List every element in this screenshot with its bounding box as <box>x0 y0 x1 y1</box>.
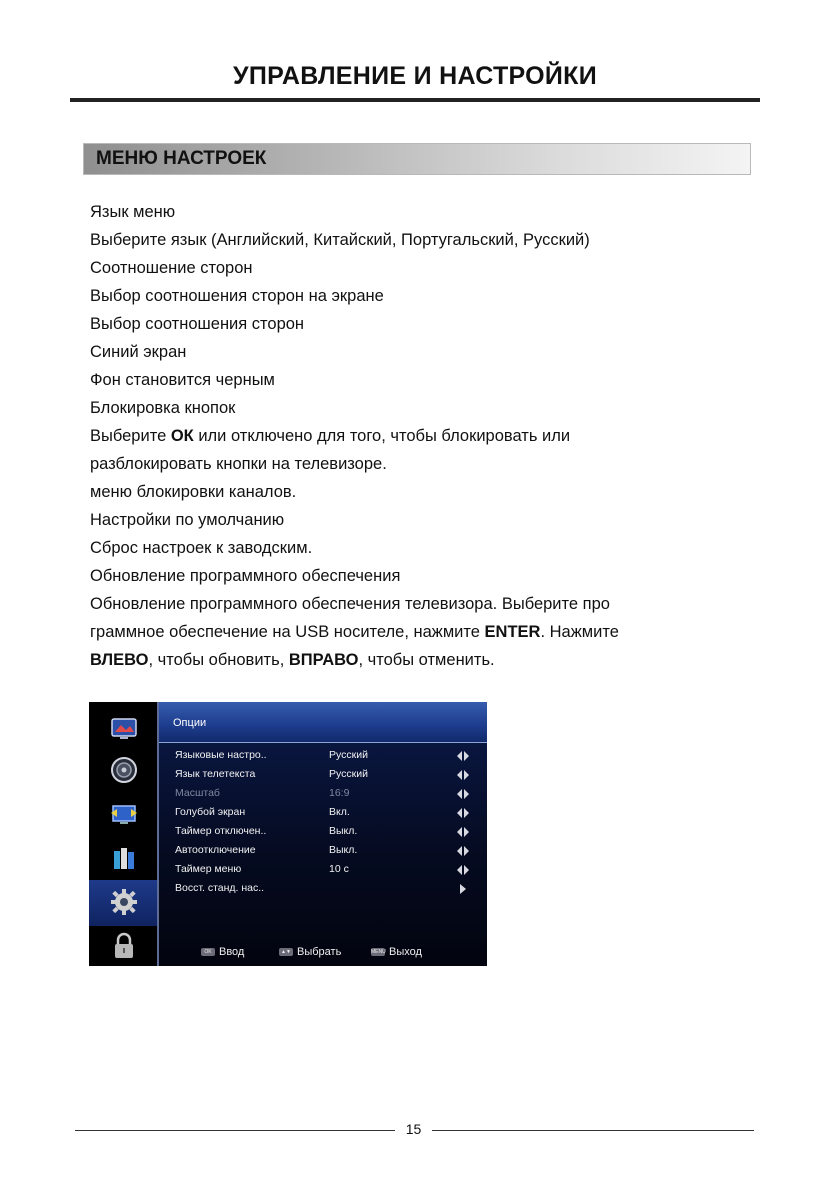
body-line <box>90 646 770 674</box>
body-line: Выбор соотношения сторон <box>90 315 305 333</box>
body-line: разблокировать кнопки на телевизоре. <box>90 455 387 473</box>
body-emphasis: ОК <box>170 427 194 445</box>
sound-icon <box>109 755 139 785</box>
osd-row-label: Масштаб <box>175 787 220 799</box>
footer-divider-left <box>75 1130 395 1131</box>
osd-row-value: Выкл. <box>329 844 358 856</box>
osd-row-auto-off[interactable] <box>159 841 487 860</box>
tv-osd-screenshot <box>89 702 487 966</box>
menu-key-icon: MENU <box>371 949 386 956</box>
body-line: Выбор соотношения сторон на экране <box>90 287 384 305</box>
body-line: Сброс настроек к заводским. <box>90 539 313 557</box>
body-line: Соотношение сторон <box>90 259 253 277</box>
osd-row-label: Автоотключение <box>175 844 256 856</box>
osd-row-value: Вкл. <box>329 806 350 818</box>
osd-sidebar-item-feature[interactable] <box>89 836 157 882</box>
channel-icon <box>109 799 139 829</box>
osd-footer-label: Ввод <box>219 946 245 958</box>
left-right-arrows-icon <box>457 845 469 857</box>
body-line: Синий экран <box>90 343 187 361</box>
left-right-arrows-icon <box>457 750 469 762</box>
osd-row-teletext-language[interactable] <box>159 765 487 784</box>
body-text-segment: или отключено для того, чтобы блокировать или <box>193 427 571 445</box>
osd-sidebar-item-sound[interactable] <box>89 748 157 794</box>
osd-row-label: Таймер отключен.. <box>175 825 267 837</box>
osd-footer-label: Выход <box>389 946 422 958</box>
osd-footer-exit-hint <box>371 946 422 958</box>
body-text-segment: , чтобы обновить, <box>148 651 289 669</box>
body-line: Выберите язык (Английский, Китайский, Португальский, Русский) <box>90 231 590 249</box>
title-divider <box>70 98 760 102</box>
left-right-arrows-icon <box>457 826 469 838</box>
body-line <box>90 422 770 450</box>
lock-icon <box>109 931 139 961</box>
osd-row-scale[interactable] <box>159 784 487 803</box>
osd-row-label: Таймер меню <box>175 863 242 875</box>
page-number: 15 <box>405 1121 422 1137</box>
up-down-key-icon: ▲▼ <box>279 948 293 956</box>
osd-row-blue-screen[interactable] <box>159 803 487 822</box>
osd-footer <box>159 942 487 962</box>
body-emphasis: ENTER <box>484 623 541 641</box>
osd-row-value: Выкл. <box>329 825 358 837</box>
feature-icon <box>109 843 139 873</box>
osd-sidebar <box>89 702 159 966</box>
body-line: Обновление программного обеспечения <box>90 567 401 585</box>
osd-options-panel <box>159 702 487 966</box>
osd-row-value: 16:9 <box>329 787 350 799</box>
osd-row-label: Языковые настро.. <box>175 749 267 761</box>
body-line <box>90 618 770 646</box>
left-right-arrows-icon <box>457 864 469 876</box>
body-line: Настройки по умолчанию <box>90 511 285 529</box>
body-line: меню блокировки каналов. <box>90 483 297 501</box>
left-right-arrows-icon <box>457 788 469 800</box>
section-title: МЕНЮ НАСТРОЕК <box>96 148 267 169</box>
section-header <box>83 143 751 175</box>
osd-row-value: 10 с <box>329 863 349 875</box>
osd-sidebar-item-channel[interactable] <box>89 792 157 838</box>
left-right-arrows-icon <box>457 807 469 819</box>
body-line: Блокировка кнопок <box>90 399 236 417</box>
body-line: Фон становится черным <box>90 371 275 389</box>
osd-row-menu-timer[interactable] <box>159 860 487 879</box>
osd-sidebar-item-picture[interactable] <box>89 706 157 752</box>
osd-sidebar-item-options[interactable] <box>89 880 157 926</box>
ok-key-icon: OK <box>201 948 215 956</box>
body-text-segment: . Нажмите <box>540 623 619 641</box>
osd-row-value: Русский <box>329 768 368 780</box>
osd-row-value: Русский <box>329 749 368 761</box>
left-right-arrows-icon <box>457 769 469 781</box>
body-text-segment: граммное обеспечение на USB носителе, нажмите <box>90 623 485 641</box>
osd-footer-label: Выбрать <box>297 946 342 958</box>
osd-row-sleep-timer[interactable] <box>159 822 487 841</box>
osd-footer-select-hint <box>279 946 341 958</box>
body-text-segment: , чтобы отменить. <box>358 651 495 669</box>
osd-row-label: Голубой экран <box>175 806 246 818</box>
body-emphasis: ВПРАВО <box>288 651 359 669</box>
body-emphasis: ВЛЕВО <box>90 651 149 669</box>
footer-divider-right <box>432 1130 754 1131</box>
body-text-segment: Выберите <box>90 427 171 445</box>
right-arrow-icon <box>457 883 469 895</box>
osd-row-restore-defaults[interactable] <box>159 879 487 898</box>
options-gear-icon <box>109 887 139 917</box>
body-line: Язык меню <box>90 203 176 221</box>
body-line: Обновление программного обеспечения телевизора. Выберите про <box>90 595 610 613</box>
osd-row-menu-language[interactable] <box>159 746 487 765</box>
body-text <box>90 198 770 674</box>
osd-row-label: Язык телетекста <box>175 768 256 780</box>
osd-footer-enter-hint <box>201 946 244 958</box>
osd-header <box>159 702 487 743</box>
osd-header-title: Опции <box>173 717 207 729</box>
picture-icon <box>109 713 139 743</box>
osd-sidebar-item-lock[interactable] <box>89 924 157 966</box>
page-title: УПРАВЛЕНИЕ И НАСТРОЙКИ <box>232 62 598 90</box>
osd-row-label: Восст. станд. нас.. <box>175 882 265 894</box>
